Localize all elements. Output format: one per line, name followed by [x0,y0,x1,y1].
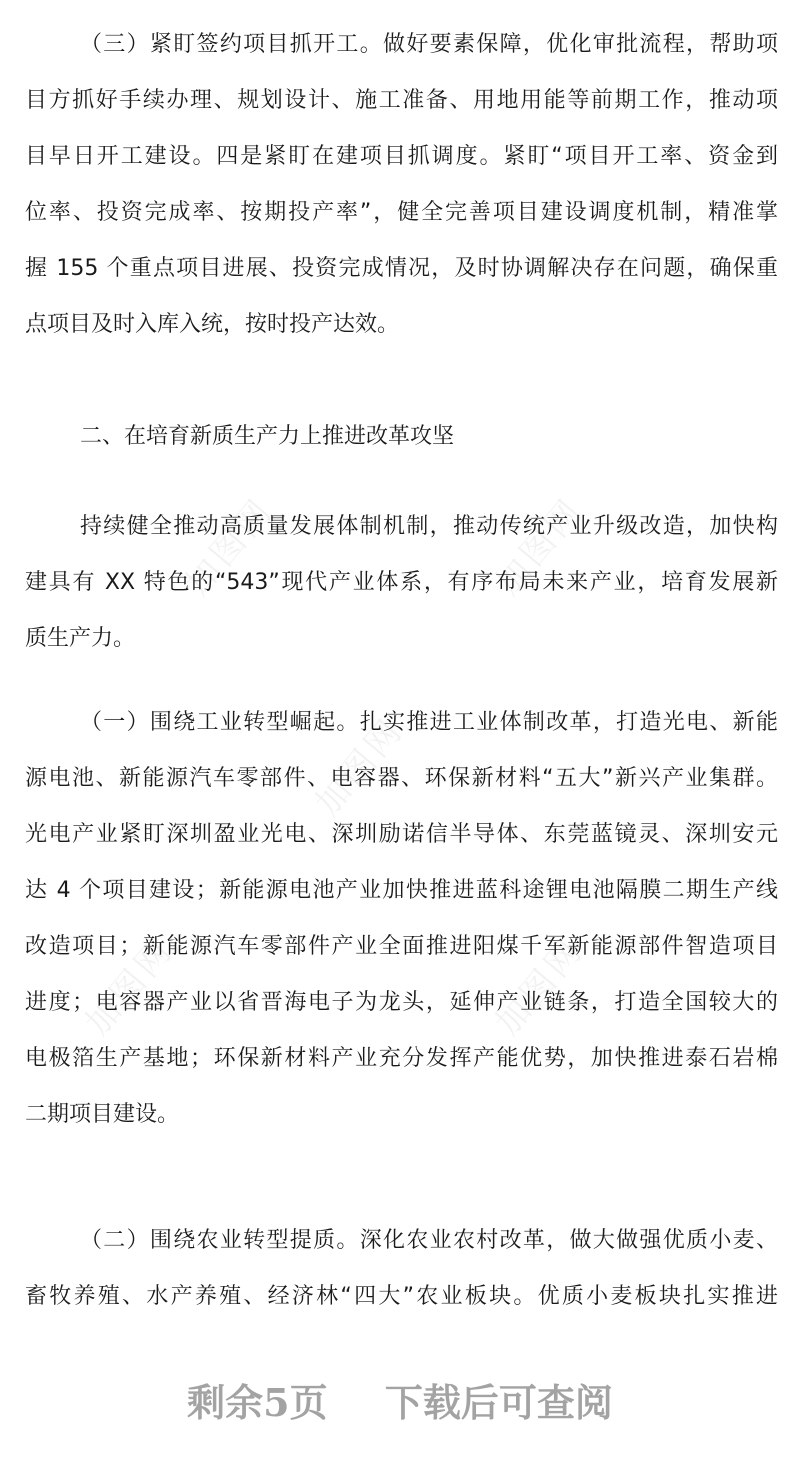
watermark: 加图网 [177,490,282,604]
text-line: 二期项目建设。 [25,1102,180,1127]
text-line: （二）围绕农业转型提质。深化农业农村改革，做大做强优质小麦、 [80,1228,778,1253]
paragraph [25,1213,778,1325]
text-line: 光电产业紧盯深圳盈业光电、深圳励诺信半导体、东莞蓝镜灵、深圳安元 [25,822,778,847]
watermark: 加图网 [487,490,592,604]
text-line: 源电池、新能源汽车零部件、电容器、环保新材料“五大”新兴产业集群。 [25,766,778,791]
text-line: 位率、投资完成率、按期投产率”，健全完善项目建设调度机制，精准掌 [25,200,778,225]
download-prompt[interactable] [0,1372,800,1427]
text-line: 点项目及时入库入统，按时投产达效。 [25,312,400,337]
watermark: 加图网 [307,710,412,824]
section-heading [25,409,778,465]
text-line: 持续健全推动高质量发展体制机制，推动传统产业升级改造，加快构 [80,514,778,539]
text-line: 二、在培育新质生产力上推进改革攻坚 [80,424,455,449]
text-line: 目早日开工建设。四是紧盯在建项目抓调度。紧盯“项目开工率、资金到 [25,144,778,169]
text-line: 目方抓好手续办理、规划设计、施工准备、用地用能等前期工作，推动项 [25,88,778,113]
text-line: 达 4 个项目建设；新能源电池产业加快推进蓝科途锂电池隔膜二期生产线 [25,878,778,903]
text-line: 建具有 XX 特色的“543”现代产业体系，有序布局未来产业，培育发展新 [25,570,778,595]
paragraph [25,17,778,353]
text-line: 畜牧养殖、水产养殖、经济林“四大”农业板块。优质小麦板块扎实推进 [25,1284,778,1309]
text-line: 改造项目；新能源汽车零部件产业全面推进阳煤千军新能源部件智造项目 [25,934,778,959]
text-line: 握 155 个重点项目进展、投资完成情况，及时协调解决存在问题，确保重 [25,256,778,281]
download-to-view-text: 下载后可查阅 [384,1380,613,1425]
text-line: （一）围绕工业转型崛起。扎实推进工业体制改革，打造光电、新能 [80,710,778,735]
text-line: 质生产力。 [25,626,136,651]
text-line: （三）紧盯签约项目抓开工。做好要素保障，优化审批流程，帮助项 [80,32,778,57]
remaining-pages-text: 剩余5页 [187,1380,328,1425]
watermark: 加图网 [77,930,182,1044]
paragraph [25,695,778,1143]
paragraph [25,499,778,667]
text-line: 电极箔生产基地；环保新材料产业充分发挥产能优势，加快推进泰石岩棉 [25,1046,778,1071]
text-line: 进度；电容器产业以省晋海电子为龙头，延伸产业链条，打造全国较大的 [25,990,778,1015]
watermark: 加图网 [487,930,592,1044]
